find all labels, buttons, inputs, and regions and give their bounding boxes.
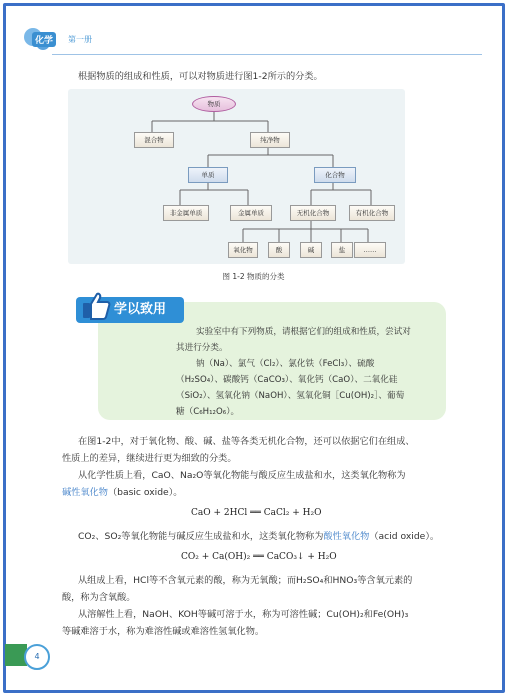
node-etc: …… [354,242,386,258]
paragraph-2b [62,484,183,501]
node-nonmetal-element: 非金属单质 [163,205,209,221]
paragraph-5a: 从溶解性上看，NaOH、KOH等碱可溶于水，称为可溶性碱；Cu(OH)₂和Fe(OH)₃ [78,609,409,620]
classification-diagram [68,89,405,264]
figure-caption: 图 1-2 物质的分类 [222,272,285,281]
chemistry-label: 化学 [32,32,56,47]
node-substance: 物质 [192,96,236,112]
node-compound: 化合物 [314,167,356,183]
equation-2: CO₂ + Ca(OH)₂ ══ CaCO₃↓ + H₂O [181,552,337,562]
book-label: 第一册 [68,35,92,44]
exercise-title: 学以致用 [76,297,184,323]
page-header [10,24,480,64]
term-basic-oxide: 碱性氧化物 [62,487,108,498]
paragraph-2b-rest: （basic oxide）。 [107,487,183,498]
page-number: 4 [24,644,50,670]
paragraph-1b: 性质上的差异，继续进行更为细致的分类。 [62,453,237,464]
node-salt: 盐 [331,242,353,258]
node-mixture: 混合物 [134,132,174,148]
node-metal-element: 金属单质 [230,205,272,221]
paragraph-3-end: （acid oxide）。 [369,531,440,542]
paragraph-5b: 等碱难溶于水，称为难溶性碱或难溶性氢氧化物。 [62,626,265,637]
exercise-line-5: （SiO₂）、氢氧化钠（NaOH）、氢氧化铜［Cu(OH)₂］、葡萄 [176,391,405,401]
exercise-line-3: 钠（Na）、氯气（Cl₂）、氯化铁（FeCl₃）、硫酸 [196,359,375,369]
paragraph-3-start: CO₂、SO₂等氧化物能与碱反应生成盐和水，这类氧化物称为 [78,531,324,542]
exercise-line-4: （H₂SO₄）、碳酸钙（CaCO₃）、氧化钙（CaO）、二氧化硅 [176,375,398,385]
exercise-line-2: 其进行分类。 [176,343,228,353]
paragraph-1a: 在图1-2中，对于氧化物、酸、碱、盐等各类无机化合物，还可以依据它们在组成、 [78,436,415,447]
thumbs-up-icon [80,290,112,322]
exercise-line-6: 糖（C₆H₁₂O₆）。 [176,407,240,417]
node-acid: 酸 [268,242,290,258]
intro-paragraph: 根据物质的组成和性质，可以对物质进行图1-2所示的分类。 [78,71,323,82]
node-element: 单质 [188,167,228,183]
exercise-line-1: 实验室中有下列物质，请根据它们的组成和性质，尝试对 [196,327,411,337]
node-inorganic-compound: 无机化合物 [290,205,336,221]
node-oxide: 氧化物 [228,242,258,258]
paragraph-4a: 从组成上看，HCl等不含氧元素的酸，称为无氧酸；而H₂SO₄和HNO₃等含氧元素的 [78,575,413,586]
node-pure-substance: 纯净物 [250,132,290,148]
paragraph-2a: 从化学性质上看，CaO、Na₂O等氧化物能与酸反应生成盐和水，这类氧化物称为 [78,470,406,481]
header-divider [52,54,482,55]
node-organic-compound: 有机化合物 [349,205,395,221]
paragraph-3 [78,528,439,545]
equation-1: CaO + 2HCl ══ CaCl₂ + H₂O [191,508,322,518]
paragraph-4b: 酸，称为含氧酸。 [62,592,136,603]
node-base: 碱 [300,242,322,258]
term-acid-oxide: 酸性氧化物 [323,531,370,542]
